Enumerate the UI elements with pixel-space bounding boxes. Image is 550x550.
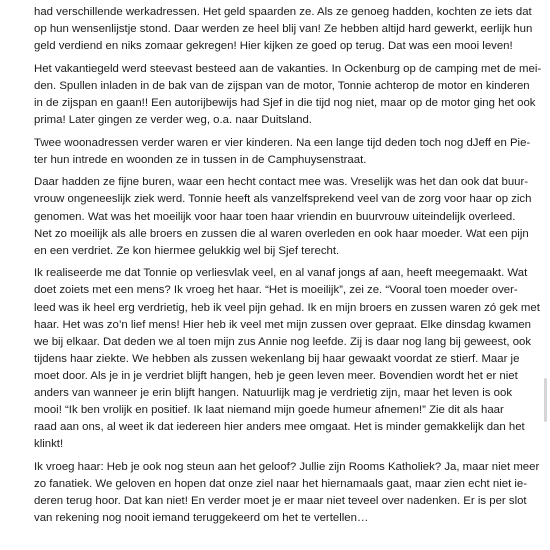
text-line: deren terug hoor. Dat kan niet! En verder moet je er maar niet teveel over nadenken. Er is per slot bbox=[34, 495, 527, 508]
text-line: doet zoiets met een mens? Ik vroeg het haar. “Het is moeilijk”, zei ze. “Vooral toen moeder over- bbox=[34, 284, 518, 297]
text-line: we bij elkaar. Dat deden we al toen mijn zus Annie nog leefde. Zij is daar nog lang bij geweest, ook bbox=[34, 335, 532, 348]
text-line: prima! Later gingen ze verder weg, o.a. naar Duitsland. bbox=[34, 114, 312, 127]
text-line: genomen. Wat was het moeilijk voor haar toen haar vriendin en buurvrouw uiteindelijk overleed. bbox=[34, 210, 516, 223]
text-line: moet door. Als je in je verdriet blijft hangen, heb je geen leven meer. Bovendien wordt het er niet bbox=[34, 369, 518, 382]
paragraph-faith bbox=[34, 459, 540, 527]
text-line: op hun wensenlijstje stond. Daar werden ze heel blij van! Ze hebben altijd hard gewerkt, eerlijk hun bbox=[34, 23, 533, 36]
text-line: in de zijspan en gaan!! Een autorijbewijs had Sjef in die tijd nog niet, maar op de motor ging het ook bbox=[34, 96, 536, 109]
scrollbar-thumb[interactable] bbox=[544, 378, 547, 422]
paragraph-neighbours bbox=[34, 174, 540, 259]
text-line: haar. Het was zo’n lief mens! Hier heb ik veel met mijn zussen over gepraat. Elke dinsdag kwamen bbox=[34, 318, 531, 331]
text-line: Twee woonadressen verder waren er vier kinderen. Na een lange tijd deden toch nog dJeff en Pie- bbox=[34, 136, 531, 149]
scrollbar-track[interactable] bbox=[542, 0, 548, 550]
text-line: Ik realiseerde me dat Tonnie op verliesvlak veel, en al vanaf jongs af aan, heeft meegemaakt. Wat bbox=[34, 267, 528, 280]
text-line: Ik vroeg haar: Heb je ook nog steun aan het geloof? Jullie zijn Rooms Katholiek? Ja, maar niet meer bbox=[34, 460, 540, 473]
text-line: ter hun intrede en woonden ze in tussen in de Camphuysenstraat. bbox=[34, 153, 367, 166]
text-line: Daar hadden ze fijne buren, waar een hecht contact mee was. Vreselijk was het dan ook dat buur- bbox=[34, 176, 529, 189]
text-line: mooi! “Ik ben vrolijk en positief. Ik laat niemand mijn goede humeur afnemen!” Zie dit als haar bbox=[34, 404, 504, 417]
text-line: vrouw ongeneeslijk ziek werd. Tonnie heeft als vanzelfsprekend veel van de zorg voor haar op zich bbox=[34, 193, 532, 206]
text-line: geld verdiend en niks zomaar gekregen! Hier kijken ze goed op terug. Dat was een mooi leven! bbox=[34, 40, 513, 53]
text-line: zo fanatiek. We geloven en hopen dat onze ziel naar het hiernamaals gaat, maar zien echt niet ie- bbox=[34, 477, 528, 490]
paragraph-work-addresses bbox=[34, 4, 540, 55]
text-line: van rekening nog nooit iemand teruggekeerd om het te vertellen… bbox=[34, 512, 369, 525]
paragraph-home-addresses bbox=[34, 135, 540, 169]
paragraph-vacations bbox=[34, 61, 540, 129]
text-line: leed was ik heel erg verdrietig, heb ik veel pijn gehad. Ik en mijn broers en zussen waren zó gek met bbox=[34, 301, 540, 314]
text-line: tijdens haar ziekte. We hebben als zussen wekenlang bij haar gewaakt voordat ze stierf. Maar je bbox=[34, 352, 520, 365]
text-line: raad aan ons, al weet ik dat iedereen hier anders mee omgaat. Het is minder gemakkelijk dan het bbox=[34, 421, 525, 434]
text-line: klinkt! bbox=[34, 438, 64, 451]
text-line: Net zo moeilijk als alle broers en zussen die al waren overleden en ook haar moeder. Wat een pijn bbox=[34, 227, 529, 240]
document-body bbox=[34, 4, 540, 533]
paragraph-loss bbox=[34, 265, 540, 453]
text-line: Het vakantiegeld werd steevast besteed aan de vakanties. In Ockenburg op de camping met de mei- bbox=[34, 62, 542, 75]
text-line: anders van wanneer je erin blijft hangen. Natuurlijk mag je verdrietig zijn, maar het leven is ook bbox=[34, 386, 513, 399]
text-line: had verschillende werkadressen. Het geld spaarden ze. Als ze genoeg hadden, kochten ze iets dat bbox=[34, 6, 532, 18]
text-line: den. Spullen inladen in de bak van de zijspan van de motor, Tonnie achterop de motor en kinderen bbox=[34, 79, 530, 92]
text-line: en een verdriet. Ze kon hiermee gelukkig wel bij Sjef terecht. bbox=[34, 244, 340, 257]
